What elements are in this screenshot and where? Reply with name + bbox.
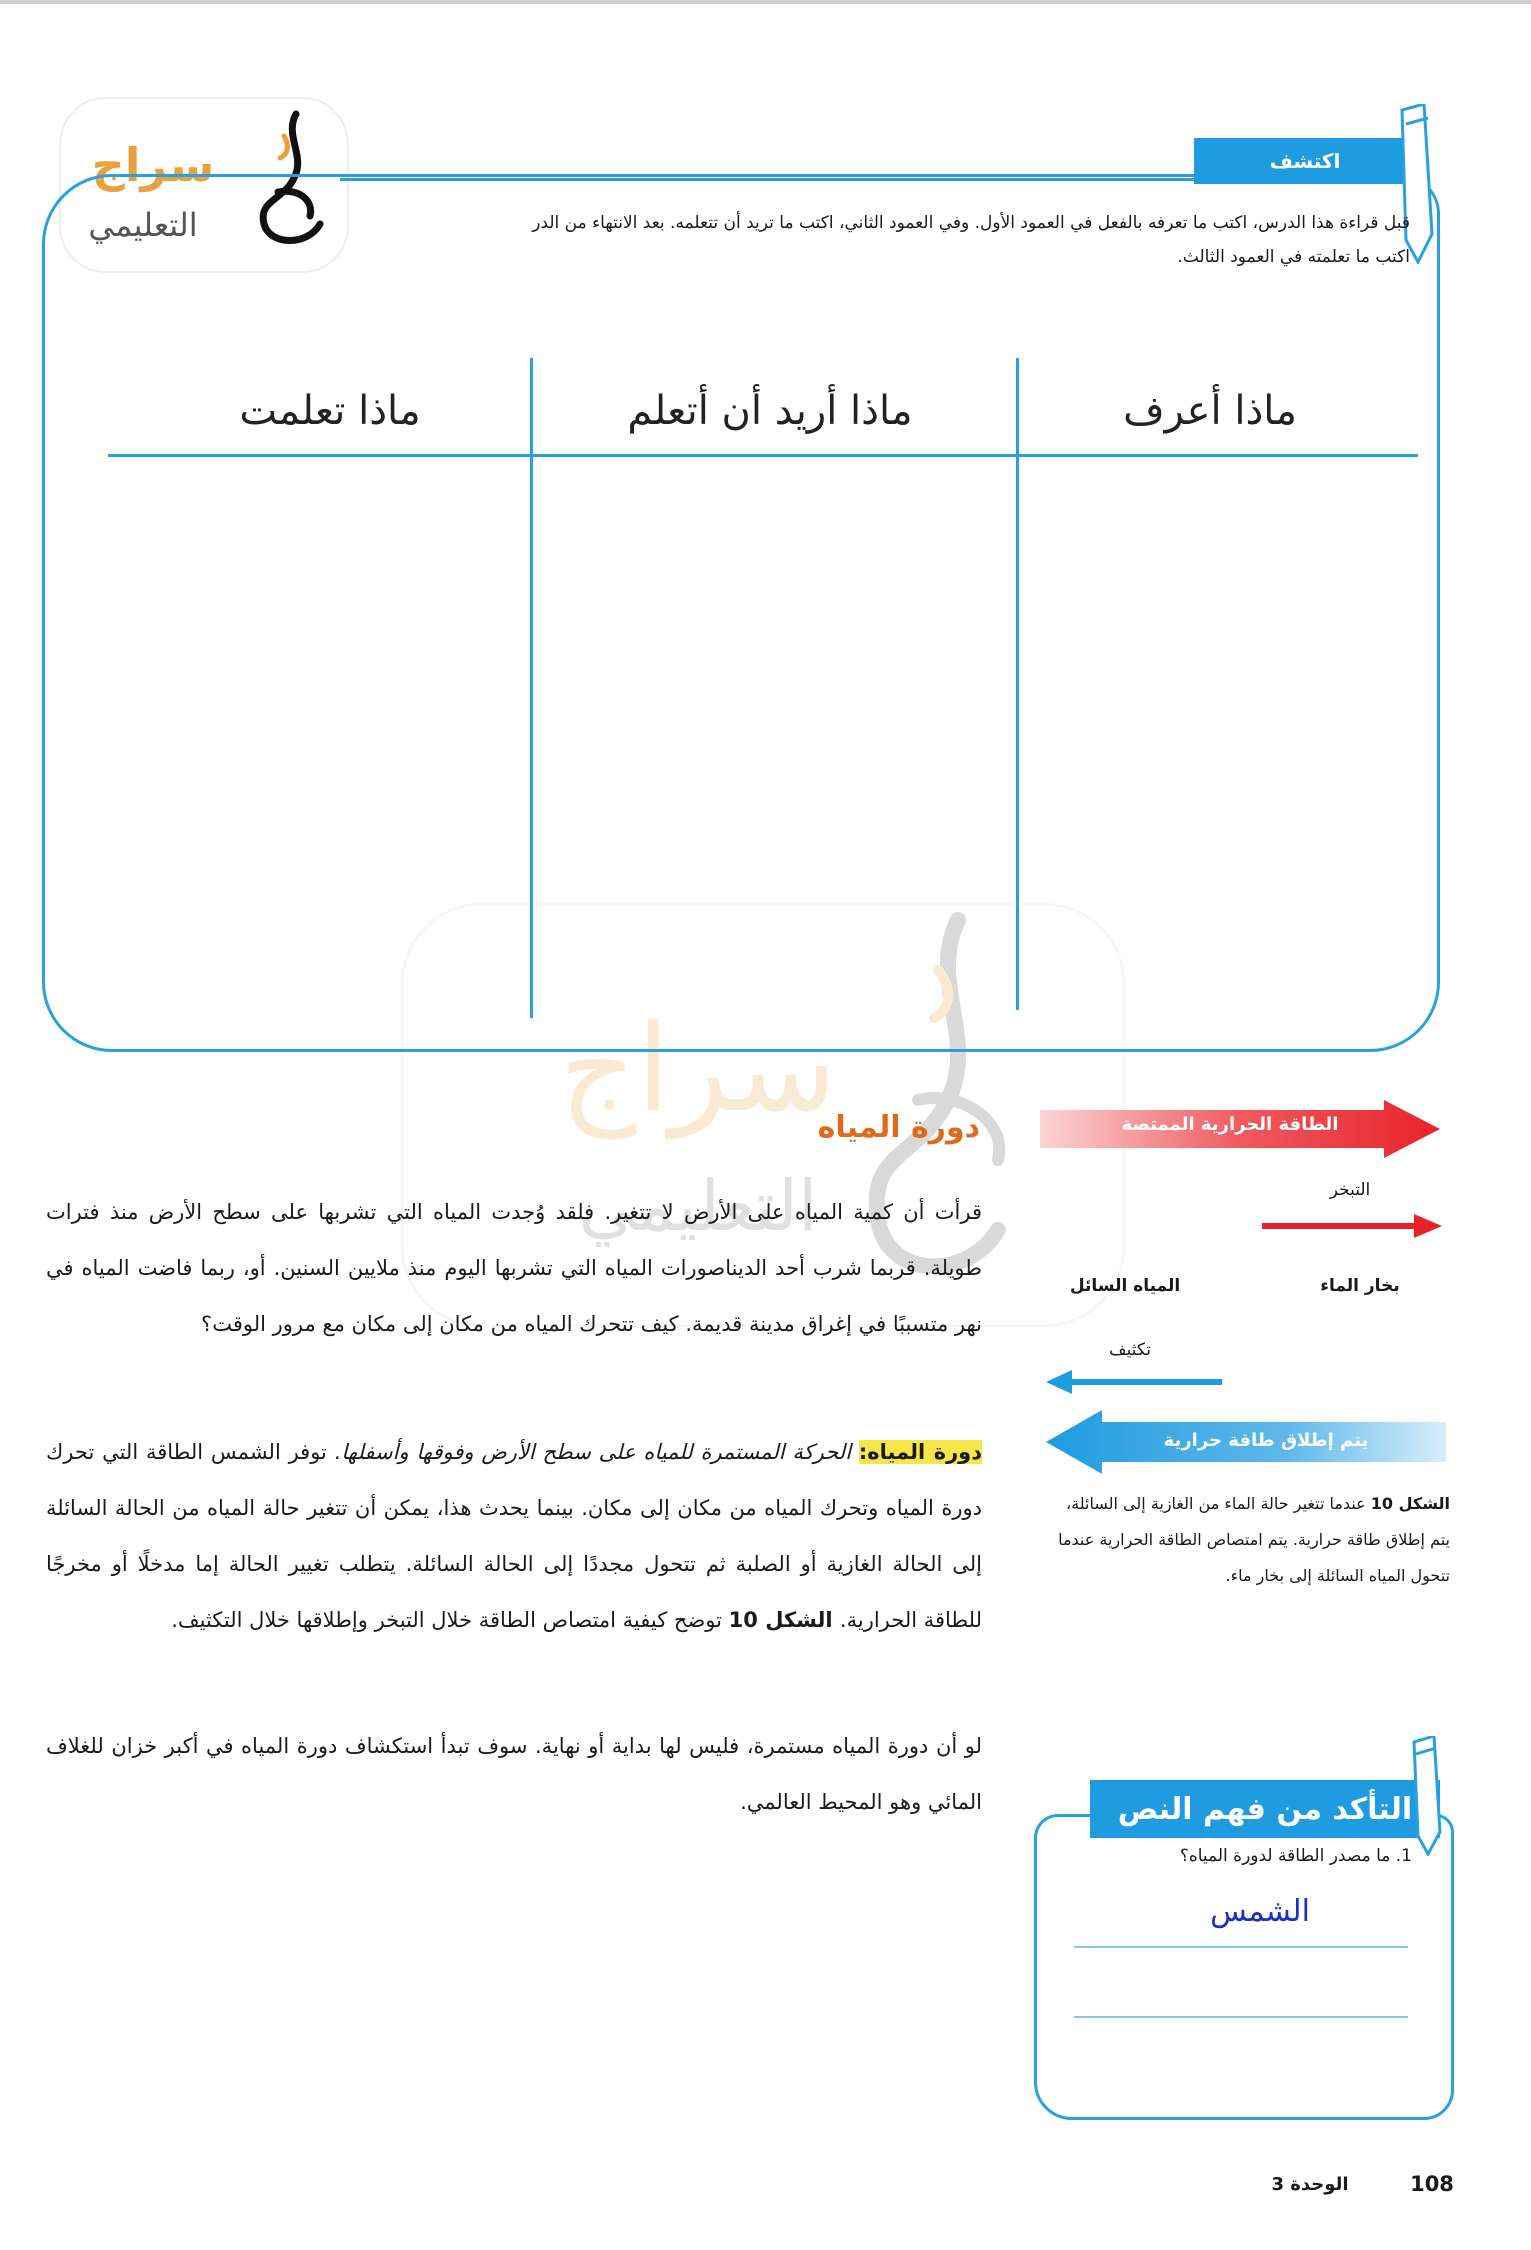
evaporation-arrow: [1262, 1214, 1442, 1238]
liquid-water-label: المياه السائل: [1069, 1276, 1181, 1296]
condensation-label: تكثيف: [1109, 1340, 1151, 1360]
term-water-cycle: دورة المياه:: [858, 1440, 983, 1464]
evaporation-label: التبخر: [1329, 1180, 1371, 1200]
absorbed-energy-arrow: [1040, 1100, 1440, 1158]
logo-word-1: سراج: [91, 138, 215, 192]
condensation-arrow: [1046, 1370, 1222, 1394]
unit-label: الوحدة 3: [1271, 2174, 1349, 2195]
absorbed-energy-label: الطاقة الحرارية الممتصة: [1121, 1114, 1339, 1135]
kwl-column-divider-1: [1016, 358, 1019, 1010]
pencil-icon-small: [1408, 1736, 1442, 1856]
top-border: [0, 0, 1531, 4]
instructions-line-2: اكتب ما تعلمته في العمود الثالث.: [1177, 247, 1410, 267]
explore-instructions: [350, 206, 1410, 274]
paragraph-2: [46, 1424, 982, 1648]
kwl-header-divider: [108, 454, 1418, 457]
paragraph-1: قرأت أن كمية المياه على الأرض لا تتغير. فلقد وُجدت المياه التي تشربها على سطح الأرض منذ فترات طويلة. قربما شرب أحد الديناصورات المياه التي تشربها اليوم منذ ملايين السنين. أو، ربما فاضت المياه في نهر متسببًا في إغراق مدينة قديمة. كيف تتحرك المياه من مكان إلى مكان مع مرور الوقت؟: [46, 1200, 982, 1336]
paragraph-2-body: توفر الشمس الطاقة التي تحرك دورة المياه وتحرك المياه من مكان إلى مكان. بينما يحدث هذا، يمكن أن تتغير حالة المياه من الحالة السائلة إلى الحالة الغازية أو الصلبة ثم تتحول مجددًا إلى الحالة السائلة. يتطلب تغيير الحالة إما مدخلًا أو مخرجًا للطاقة الحرارية.: [46, 1440, 982, 1632]
caption-text: عندما تتغير حالة الماء من الغازية إلى السائلة، يتم إطلاق طاقة حرارية. يتم امتصاص الطاقة الحرارية عندما تتحول المياه السائلة إلى بخار ماء.: [1058, 1494, 1450, 1585]
kwl-column-know: ماذا أعرف: [1123, 388, 1297, 434]
svg-text:التعليمي: التعليمي: [578, 1165, 818, 1247]
instructions-line-1: قبل قراءة هذا الدرس، اكتب ما تعرفه بالفعل في العمود الأول. وفي العمود الثاني، اكتب ما تريد أن تتعلمه. بعد الانتهاء من الدر: [532, 213, 1410, 233]
kwl-chart-frame: [42, 174, 1440, 1052]
svg-text:سراج: سراج: [559, 1000, 837, 1139]
released-energy-label: يتم إطلاق طاقة حرارية: [1163, 1430, 1369, 1451]
figure-reference: الشكل 10: [728, 1608, 840, 1632]
logo-word-2: التعليمي: [88, 206, 198, 244]
kwl-column-learned: ماذا تعلمت: [239, 388, 421, 434]
caption-figure-label: الشكل 10: [1370, 1494, 1450, 1513]
water-vapor-label: بخار الماء: [1320, 1276, 1400, 1296]
paragraph-2-end: توضح كيفية امتصاص الطاقة خلال التبخر وإطلاقها خلال التكثيف.: [171, 1608, 729, 1632]
reading-check-banner: التأكد من فهم النص: [1090, 1780, 1440, 1838]
answer-line-2: [1074, 2016, 1408, 2018]
figure-10-caption: [1050, 1486, 1450, 1594]
kwl-column-want: ماذا أريد أن أتعلم: [627, 388, 913, 434]
answer-line-1: [1074, 1946, 1408, 1948]
section-title: دورة المياه: [817, 1110, 980, 1145]
page-number: 108: [1410, 2172, 1454, 2196]
answer-text[interactable]: الشمس: [1210, 1894, 1310, 1929]
paragraph-3: لو أن دورة المياه مستمرة، فليس لها بداية أو نهاية. سوف تبدأ استكشاف دورة المياه في أكبر خزان للغلاف المائي وهو المحيط العالمي.: [46, 1734, 982, 1814]
kwl-column-divider-2: [530, 358, 533, 1018]
term-definition: الحركة المستمرة للمياه على سطح الأرض وفوقها وأسفلها.: [334, 1440, 859, 1464]
reading-check-question: 1. ما مصدر الطاقة لدورة المياه؟: [1179, 1846, 1412, 1866]
released-energy-arrow: [1046, 1410, 1446, 1474]
explore-banner: اكتشف: [1194, 138, 1416, 184]
